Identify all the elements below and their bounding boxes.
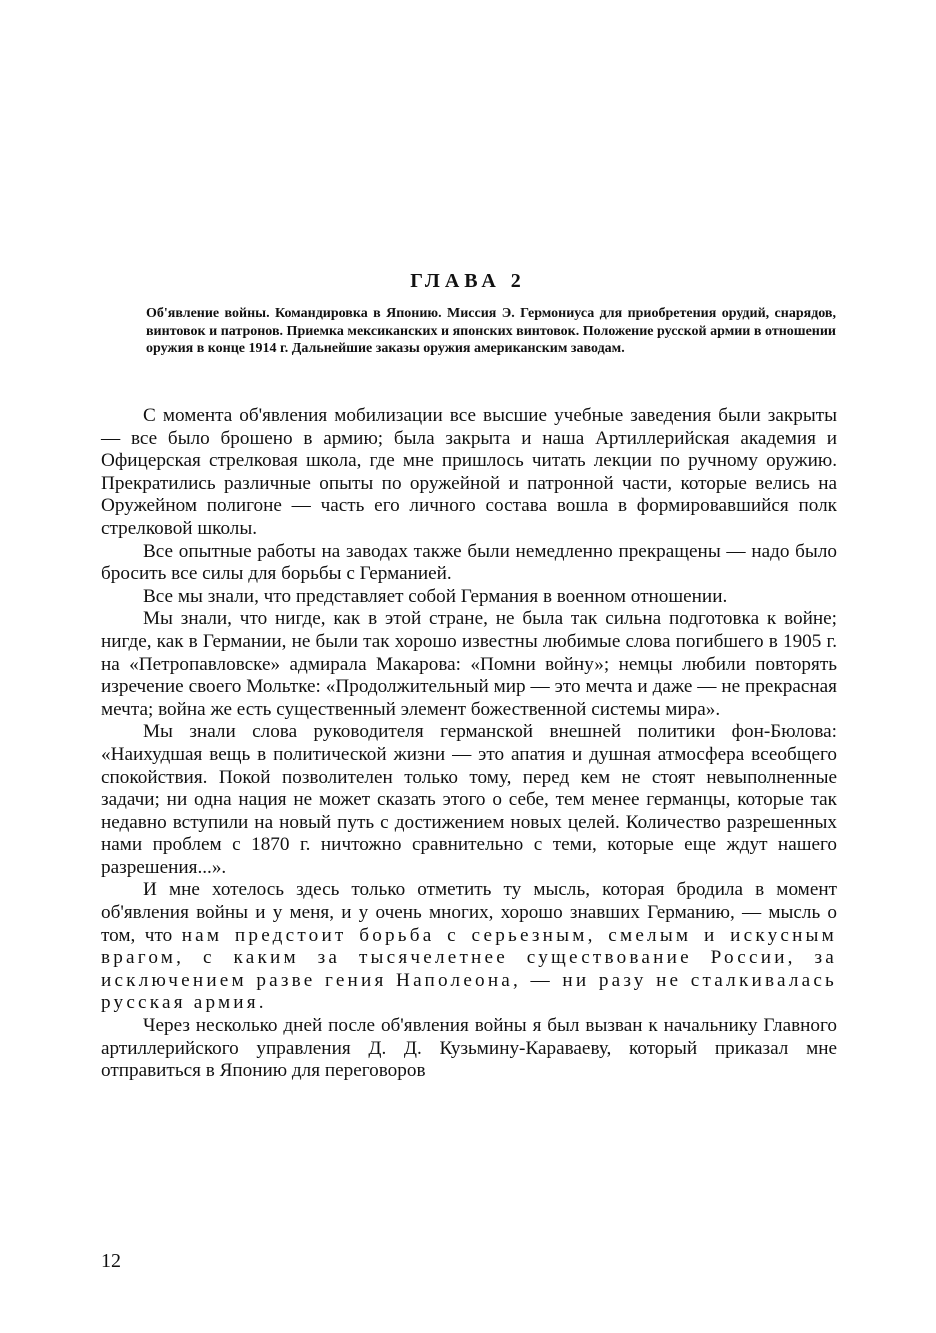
paragraph-4: Мы знали, что нигде, как в этой стране, не была так сильна подготовка к войне; нигде, как в Германии, не были так хорошо известны любимые слова погибшего в 1905 г. на «Петропавловске» адмирала Макарова: «Помни войну»; немцы любили повторять изречение своего Мольтке: «Продолжительный мир — это мечта и даже — не прекрасная мечта; война же есть существенный элемент божественной системы мира». — [101, 608, 837, 720]
chapter-title: ГЛАВА 2 — [410, 270, 526, 292]
paragraph-6 — [101, 879, 837, 1015]
paragraph-7: Через несколько дней после об'явления войны я был вызван к начальнику Главного артиллерийского управления Д. Д. Кузьмину-Караваеву, который приказал мне отправиться в Японию для переговоров — [101, 1015, 837, 1082]
paragraph-2: Все опытные работы на заводах также были немедленно прекращены — надо было бросить все силы для борьбы с Германией. — [101, 540, 837, 585]
paragraph-5: Мы знали слова руководителя германской внешней политики фон-Бюлова: «Наихудшая вещь в политической жизни — это апатия и душная атмосфера всеобщего спокойствия. Покой позволителен только тому, перед кем не стоят невыполненные задачи; ни одна нация не может сказать этого о себе, тем менее германцы, которые так недавно вступили на новый путь с достижением новых целей. Количество разрешенных нами проблем с 1870 г. ничтожно сравнительно с теми, которые еще ждут нашего разрешения...». — [101, 721, 837, 878]
body-text — [101, 405, 837, 1083]
chapter-summary: Об'явление войны. Командировка в Японию. Миссия Э. Гермониуса для приобретения орудий, снарядов, винтовок и патронов. Приемка мексиканских и японских винтовок. Положение русской армии в отношении оружия в конце 1914 г. Дальнейшие заказы оружия американским заводам. — [146, 306, 836, 356]
page-number: 12 — [101, 1250, 121, 1272]
paragraph-3: Все мы знали, что представляет собой Германия в военном отношении. — [143, 585, 728, 607]
paragraph-6-lead: И мне хотелось здесь только отметить ту мысль, которая бродила в момент об'явления войны и у меня, и у очень многих, хорошо знавших Германию, — мысль о том, что — [101, 879, 837, 946]
paragraph-6-spaced-emphasis: нам предстоит борьба с серьезным, смелым и искусным врагом, с каким за тысячелетнее существование России, за исключением разве гения Наполеона, — ни разу не сталкивалась русская армия. — [101, 924, 837, 1014]
paragraph-1: С момента об'явления мобилизации все высшие учебные заведения были закрыты — все было брошено в армию; была закрыта и наша Артиллерийская академия и Офицерская стрелковая школа, где мне пришлось читать лекции по ручному оружию. Прекратились различные опыты по оружейной и патронной части, которые велись на Оружейном полигоне — часть его личного состава вошла в формировавшийся полк стрелковой школы. — [101, 405, 837, 539]
